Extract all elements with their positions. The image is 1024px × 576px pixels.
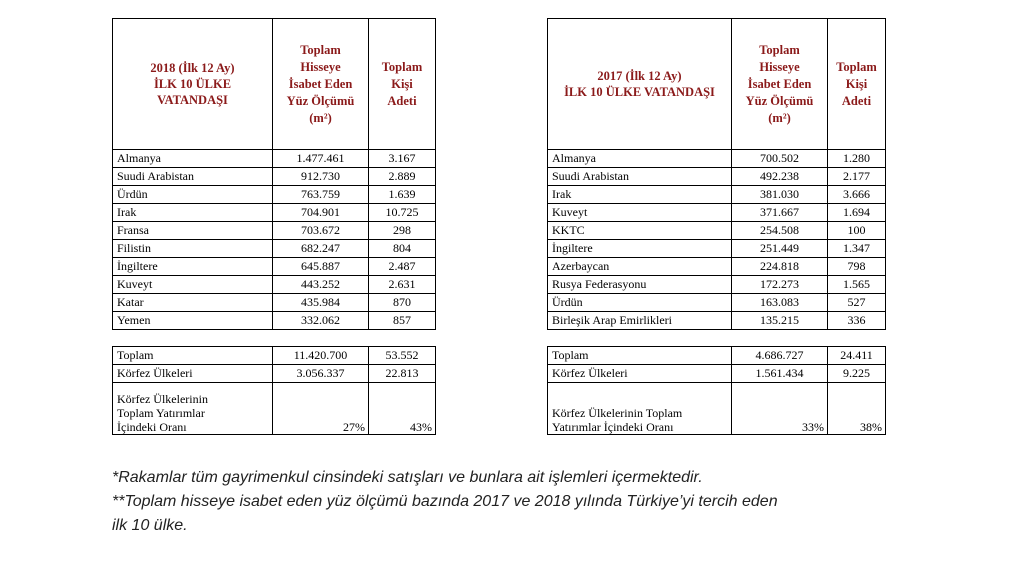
area-cell: 435.984 (273, 294, 369, 312)
area-cell: 912.730 (273, 168, 369, 186)
table-row (548, 240, 886, 258)
country-cell: Yemen (113, 312, 273, 330)
header-line: Kişi (391, 76, 413, 91)
table-row (548, 150, 886, 168)
summary-row-total (113, 347, 436, 365)
header-line: Hisseye (759, 59, 800, 74)
title-line: 2017 (İlk 12 Ay) (597, 69, 682, 83)
count-cell: 804 (369, 240, 436, 258)
header-line: Toplam (759, 42, 800, 57)
summary-label: Körfez Ülkeleri (548, 365, 732, 383)
summary-label: Toplam (113, 347, 273, 365)
header-line: Kişi (845, 76, 868, 91)
table-row (548, 186, 886, 204)
footnote-2-continued: ilk 10 ülke. (112, 517, 188, 534)
country-cell: Katar (113, 294, 273, 312)
title-line: İLK 10 ÜLKE (153, 77, 232, 91)
header-line: İsabet Eden (288, 76, 353, 91)
summary-count: 9.225 (828, 365, 886, 383)
table-2017 (547, 18, 886, 435)
country-cell: KKTC (548, 222, 732, 240)
country-cell: Almanya (548, 150, 732, 168)
count-cell: 100 (828, 222, 886, 240)
summary-area: 4.686.727 (732, 347, 828, 365)
summary-row-gulf (113, 365, 436, 383)
count-cell: 1.347 (828, 240, 886, 258)
area-cell: 703.672 (273, 222, 369, 240)
column-header-area (732, 19, 828, 150)
country-cell: Ürdün (548, 294, 732, 312)
count-cell: 298 (369, 222, 436, 240)
country-cell: Azerbaycan (548, 258, 732, 276)
header-line: Hisseye (300, 59, 341, 74)
area-cell: 492.238 (732, 168, 828, 186)
area-cell: 224.818 (732, 258, 828, 276)
table-row (113, 222, 436, 240)
ratio-count: 38% (828, 383, 886, 435)
table-gap (113, 330, 436, 347)
country-cell: Kuveyt (113, 276, 273, 294)
country-cell: Birleşik Arap Emirlikleri (548, 312, 732, 330)
summary-label: Körfez Ülkeleri (113, 365, 273, 383)
count-cell: 10.725 (369, 204, 436, 222)
summary-count: 24.411 (828, 347, 886, 365)
ratio-label-line: İçindeki Oranı (117, 420, 187, 434)
footnotes (112, 466, 912, 538)
table-row (113, 204, 436, 222)
country-cell: İngiltere (548, 240, 732, 258)
table-row (113, 294, 436, 312)
table-header-row (113, 19, 436, 150)
summary-count: 53.552 (369, 347, 436, 365)
count-cell: 3.666 (828, 186, 886, 204)
area-cell: 251.449 (732, 240, 828, 258)
table-header-row (548, 19, 886, 150)
country-cell: İngiltere (113, 258, 273, 276)
summary-area: 3.056.337 (273, 365, 369, 383)
country-cell: Rusya Federasyonu (548, 276, 732, 294)
country-cell: Kuveyt (548, 204, 732, 222)
table-row (548, 294, 886, 312)
ratio-area: 33% (732, 383, 828, 435)
summary-row-total (548, 347, 886, 365)
table-title (113, 19, 273, 150)
table-row (548, 204, 886, 222)
area-cell: 443.252 (273, 276, 369, 294)
count-cell: 798 (828, 258, 886, 276)
table-row (548, 258, 886, 276)
area-cell: 682.247 (273, 240, 369, 258)
country-cell: Filistin (113, 240, 273, 258)
summary-area: 1.561.434 (732, 365, 828, 383)
summary-row-ratio (113, 383, 436, 435)
title-line: VATANDAŞI (157, 93, 228, 107)
gap-cell (113, 330, 436, 347)
count-cell: 2.631 (369, 276, 436, 294)
column-header-area (273, 19, 369, 150)
country-cell: Almanya (113, 150, 273, 168)
table-row (113, 150, 436, 168)
table-row (113, 276, 436, 294)
ratio-label (113, 383, 273, 435)
country-cell: Ürdün (113, 186, 273, 204)
title-line: 2018 (İlk 12 Ay) (150, 61, 235, 75)
area-cell: 135.215 (732, 312, 828, 330)
header-line: Adeti (387, 93, 417, 108)
summary-area: 11.420.700 (273, 347, 369, 365)
area-cell: 700.502 (732, 150, 828, 168)
header-line: Yüz Ölçümü (745, 93, 814, 108)
country-cell: Suudi Arabistan (548, 168, 732, 186)
table-row (113, 186, 436, 204)
area-cell: 254.508 (732, 222, 828, 240)
area-cell: 371.667 (732, 204, 828, 222)
count-cell: 2.177 (828, 168, 886, 186)
table-gap (548, 330, 886, 347)
ratio-label-line: Yatırımlar İçindeki Oranı (552, 420, 674, 434)
count-cell: 2.889 (369, 168, 436, 186)
country-cell: Irak (113, 204, 273, 222)
count-cell: 336 (828, 312, 886, 330)
summary-row-ratio (548, 383, 886, 435)
ratio-area: 27% (273, 383, 369, 435)
table-row (548, 276, 886, 294)
table-row (113, 168, 436, 186)
summary-count: 22.813 (369, 365, 436, 383)
area-cell: 172.273 (732, 276, 828, 294)
area-cell: 645.887 (273, 258, 369, 276)
table-2018 (112, 18, 436, 435)
country-cell: Irak (548, 186, 732, 204)
column-header-count (828, 19, 886, 150)
table-row (113, 258, 436, 276)
count-cell: 527 (828, 294, 886, 312)
country-cell: Suudi Arabistan (113, 168, 273, 186)
header-line: (m²) (309, 110, 332, 125)
gap-cell (548, 330, 886, 347)
footnote-2: **Toplam hisseye isabet eden yüz ölçümü bazında 2017 ve 2018 yılında Türkiye’yi tercih eden (112, 493, 778, 510)
area-cell: 163.083 (732, 294, 828, 312)
table-title (548, 19, 732, 150)
ratio-label-line: Körfez Ülkelerinin (117, 392, 208, 406)
count-cell: 870 (369, 294, 436, 312)
area-cell: 763.759 (273, 186, 369, 204)
header-line: (m²) (768, 110, 791, 125)
ratio-label-line: Toplam Yatırımlar (117, 406, 205, 420)
summary-label: Toplam (548, 347, 732, 365)
area-cell: 1.477.461 (273, 150, 369, 168)
header-line: Toplam (836, 59, 877, 74)
table-row (548, 312, 886, 330)
count-cell: 2.487 (369, 258, 436, 276)
area-cell: 704.901 (273, 204, 369, 222)
count-cell: 3.167 (369, 150, 436, 168)
area-cell: 332.062 (273, 312, 369, 330)
title-line: İLK 10 ÜLKE VATANDAŞI (564, 85, 715, 99)
column-header-count (369, 19, 436, 150)
header-line: Toplam (381, 59, 423, 74)
header-line: Toplam (300, 42, 341, 57)
header-line: Yüz Ölçümü (286, 93, 355, 108)
table-row (113, 240, 436, 258)
table-row (113, 312, 436, 330)
count-cell: 1.639 (369, 186, 436, 204)
count-cell: 1.565 (828, 276, 886, 294)
table-row (548, 168, 886, 186)
header-line: Adeti (841, 93, 872, 108)
ratio-label-line: Körfez Ülkelerinin Toplam (552, 406, 683, 420)
count-cell: 857 (369, 312, 436, 330)
country-cell: Fransa (113, 222, 273, 240)
area-cell: 381.030 (732, 186, 828, 204)
header-line: İsabet Eden (747, 76, 812, 91)
footnote-1: *Rakamlar tüm gayrimenkul cinsindeki satışları ve bunlara ait işlemleri içermektedir. (112, 469, 703, 486)
ratio-count: 43% (369, 383, 436, 435)
ratio-label (548, 383, 732, 435)
summary-row-gulf (548, 365, 886, 383)
table-row (548, 222, 886, 240)
count-cell: 1.694 (828, 204, 886, 222)
count-cell: 1.280 (828, 150, 886, 168)
